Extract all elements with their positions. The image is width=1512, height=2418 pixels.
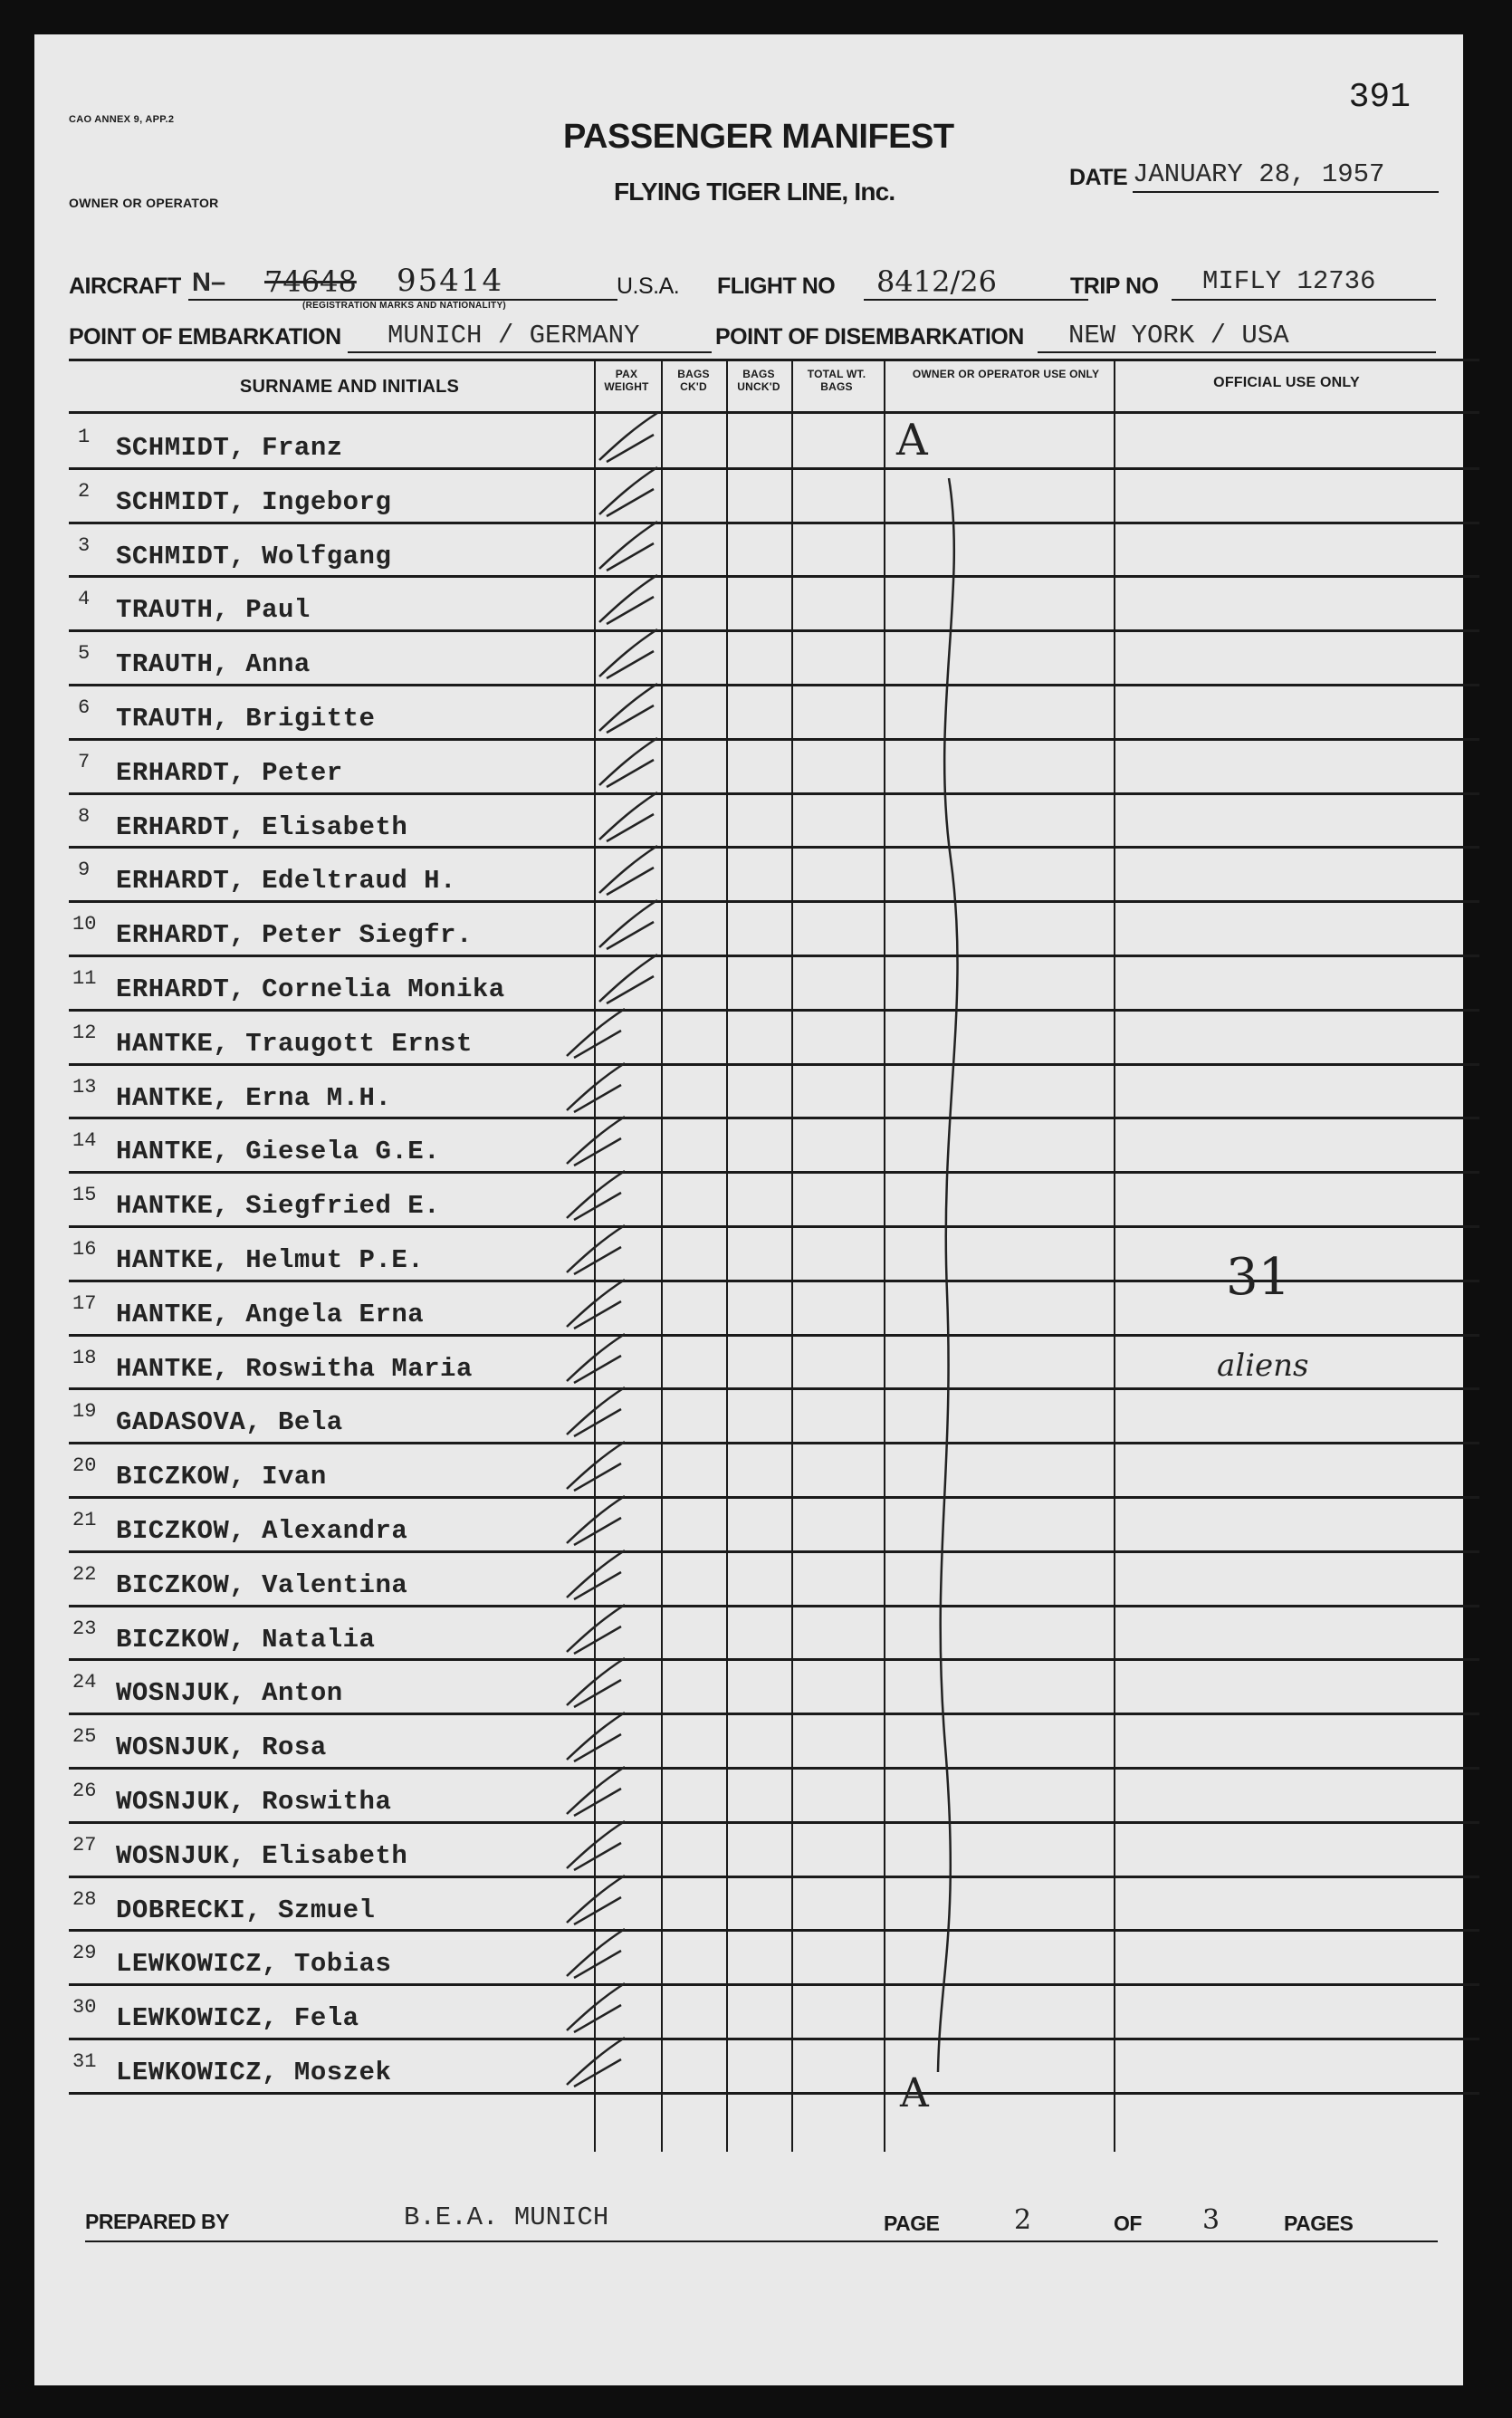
- passenger-name: TRAUTH, Brigitte: [116, 704, 376, 734]
- pages-label: PAGES: [1284, 2212, 1354, 2235]
- aircraft-prefix: N–: [192, 268, 226, 297]
- official-note-aliens: aliens: [1217, 1348, 1309, 1384]
- row-number: 6: [78, 696, 91, 719]
- row-number: 25: [72, 1725, 97, 1749]
- table-top-line: [69, 359, 1479, 361]
- disembarkation-value: NEW YORK / USA: [1068, 321, 1289, 350]
- nationality: U.S.A.: [617, 273, 680, 299]
- embarkation-underline: [348, 351, 712, 353]
- row-rule: [69, 1387, 1479, 1390]
- row-rule: [69, 1767, 1479, 1770]
- passenger-name: HANTKE, Traugott Ernst: [116, 1028, 473, 1059]
- page-value: 2: [1014, 2204, 1032, 2236]
- disembarkation-underline: [1038, 351, 1436, 353]
- page-number: 391: [1348, 78, 1411, 117]
- embarkation-label: POINT OF EMBARKATION: [69, 324, 341, 350]
- trip-number: MIFLY 12736: [1202, 266, 1376, 296]
- company-name: FLYING TIGER LINE, Inc.: [614, 178, 895, 206]
- row-rule: [69, 1171, 1479, 1174]
- row-rule: [69, 1713, 1479, 1715]
- passenger-name: LEWKOWICZ, Tobias: [116, 1949, 392, 1980]
- row-rule: [69, 2092, 1479, 2095]
- passenger-name: TRAUTH, Paul: [116, 595, 311, 626]
- flight-underline: [864, 299, 1088, 301]
- row-rule: [69, 629, 1479, 632]
- row-rule: [69, 792, 1479, 795]
- passenger-name: ERHARDT, Peter: [116, 757, 343, 788]
- passenger-name: LEWKOWICZ, Fela: [116, 2003, 359, 2034]
- date-underline: [1133, 191, 1439, 193]
- col-total-wt-header: TOTAL WT. BAGS: [807, 368, 866, 393]
- of-value: 3: [1202, 2204, 1220, 2236]
- col-owner-use-header: OWNER OR OPERATOR USE ONLY: [912, 368, 1100, 380]
- owner-bracket-line: [904, 478, 976, 2081]
- col-official-header: OFFICIAL USE ONLY: [1213, 375, 1360, 390]
- row-number: 4: [78, 588, 91, 611]
- row-number: 21: [72, 1509, 97, 1531]
- row-number: 27: [72, 1833, 97, 1857]
- row-rule: [69, 2038, 1479, 2040]
- passenger-name: SCHMIDT, Ingeborg: [116, 486, 392, 517]
- passenger-name: HANTKE, Roswitha Maria: [116, 1353, 473, 1384]
- col-bags-ckd-header: BAGS CK'D: [677, 368, 710, 393]
- row-rule: [69, 1658, 1479, 1661]
- row-number: 15: [72, 1184, 97, 1207]
- row-rule: [69, 1063, 1479, 1066]
- row-number: 28: [72, 1887, 97, 1911]
- passenger-name: HANTKE, Giesela G.E.: [116, 1137, 441, 1167]
- row-rule: [69, 1225, 1479, 1228]
- passenger-name: BICZKOW, Ivan: [116, 1462, 327, 1492]
- row-number: 1: [78, 426, 91, 448]
- passenger-name: HANTKE, Erna M.H.: [116, 1082, 392, 1113]
- page-label: PAGE: [884, 2212, 940, 2235]
- prepared-by-label: PREPARED BY: [85, 2210, 229, 2233]
- embarkation-value: MUNICH / GERMANY: [388, 321, 640, 350]
- passenger-name: BICZKOW, Valentina: [116, 1569, 408, 1600]
- owner-mark-bottom: A: [900, 2070, 929, 2116]
- row-number: 29: [72, 1942, 97, 1965]
- row-rule: [69, 522, 1479, 524]
- row-number: 2: [78, 479, 91, 503]
- trip-underline: [1172, 299, 1436, 301]
- row-rule: [69, 1117, 1479, 1119]
- row-rule: [69, 1929, 1479, 1932]
- disembarkation-label: POINT OF DISEMBARKATION: [715, 324, 1024, 350]
- row-rule: [69, 900, 1479, 903]
- passenger-name: ERHARDT, Edeltraud H.: [116, 866, 456, 897]
- row-number: 5: [78, 642, 91, 666]
- row-rule: [69, 1821, 1479, 1824]
- col-pax-weight-header: PAX WEIGHT: [604, 368, 649, 393]
- passenger-name: TRAUTH, Anna: [116, 649, 311, 680]
- row-rule: [69, 1496, 1479, 1499]
- date-label: DATE: [1069, 165, 1128, 190]
- passenger-name: HANTKE, Angela Erna: [116, 1299, 425, 1329]
- row-rule: [69, 684, 1479, 686]
- passenger-name: WOSNJUK, Anton: [116, 1678, 343, 1709]
- row-number: 31: [72, 2050, 97, 2073]
- official-note-count: 31: [1226, 1248, 1291, 1307]
- date-value: JANUARY 28, 1957: [1133, 159, 1385, 189]
- annex-label: CAO ANNEX 9, APP.2: [69, 114, 175, 125]
- row-rule: [69, 1442, 1479, 1444]
- passenger-name: SCHMIDT, Wolfgang: [116, 541, 392, 571]
- form-title: PASSENGER MANIFEST: [563, 118, 954, 156]
- row-number: 9: [78, 859, 91, 882]
- row-number: 30: [72, 1996, 97, 2020]
- row-number: 3: [78, 533, 91, 557]
- pax-check-mark: [561, 2032, 634, 2096]
- row-number: 7: [78, 750, 91, 773]
- passenger-name: BICZKOW, Alexandra: [116, 1516, 408, 1546]
- row-number: 20: [72, 1454, 97, 1478]
- row-number: 23: [72, 1617, 97, 1640]
- passenger-name: ERHARDT, Cornelia Monika: [116, 974, 505, 1004]
- row-number: 18: [72, 1346, 97, 1369]
- passenger-name: LEWKOWICZ, Moszek: [116, 2058, 392, 2087]
- aircraft-number: 95414: [397, 263, 504, 299]
- row-rule: [69, 955, 1479, 957]
- manifest-sheet: [34, 34, 1463, 2385]
- row-number: 26: [72, 1780, 97, 1802]
- passenger-name: WOSNJUK, Roswitha: [116, 1787, 392, 1817]
- row-number: 11: [72, 967, 97, 990]
- row-number: 16: [72, 1238, 97, 1261]
- owner-mark-top: A: [896, 415, 928, 465]
- registration-note: (REGISTRATION MARKS AND NATIONALITY): [302, 301, 507, 311]
- row-number: 8: [78, 804, 91, 828]
- row-number: 24: [72, 1671, 97, 1694]
- row-rule: [69, 1876, 1479, 1878]
- row-rule: [69, 1605, 1479, 1607]
- passenger-name: HANTKE, Siegfried E.: [116, 1191, 441, 1222]
- row-number: 12: [72, 1021, 97, 1044]
- prepared-by-value: B.E.A. MUNICH: [404, 2202, 609, 2232]
- aircraft-label: AIRCRAFT: [69, 273, 181, 299]
- row-number: 17: [72, 1291, 97, 1315]
- passenger-name: WOSNJUK, Rosa: [116, 1732, 327, 1763]
- passenger-name: ERHARDT, Elisabeth: [116, 811, 408, 842]
- trip-label: TRIP NO: [1070, 273, 1159, 299]
- row-rule: [69, 1550, 1479, 1553]
- passenger-name: GADASOVA, Bela: [116, 1407, 343, 1438]
- passenger-name: SCHMIDT, Franz: [116, 433, 343, 463]
- passenger-name: DOBRECKI, Szmuel: [116, 1895, 376, 1925]
- of-label: OF: [1114, 2212, 1142, 2235]
- row-rule: [69, 575, 1479, 578]
- row-number: 10: [72, 913, 97, 936]
- passenger-name: ERHARDT, Peter Siegfr.: [116, 920, 473, 951]
- row-rule: [69, 1334, 1479, 1337]
- owner-operator-label: OWNER OR OPERATOR: [69, 196, 219, 210]
- row-rule: [69, 1009, 1479, 1012]
- row-rule: [69, 738, 1479, 741]
- row-rule: [69, 1983, 1479, 1986]
- row-number: 19: [72, 1400, 97, 1424]
- table-header-line: [69, 411, 1479, 414]
- aircraft-struck-number: 74648: [264, 264, 357, 299]
- passenger-name: HANTKE, Helmut P.E.: [116, 1245, 425, 1275]
- row-rule: [69, 467, 1479, 470]
- flight-label: FLIGHT NO: [717, 273, 836, 299]
- flight-number: 8412/26: [876, 264, 997, 299]
- footer-underline: [85, 2240, 1438, 2242]
- row-number: 14: [72, 1129, 97, 1153]
- row-number: 13: [72, 1075, 97, 1099]
- col-bags-unckd-header: BAGS UNCK'D: [737, 368, 780, 393]
- row-number: 22: [72, 1562, 97, 1586]
- col-surname-header: SURNAME AND INITIALS: [239, 377, 460, 397]
- passenger-name: BICZKOW, Natalia: [116, 1624, 376, 1655]
- row-rule: [69, 846, 1479, 849]
- passenger-name: WOSNJUK, Elisabeth: [116, 1840, 408, 1871]
